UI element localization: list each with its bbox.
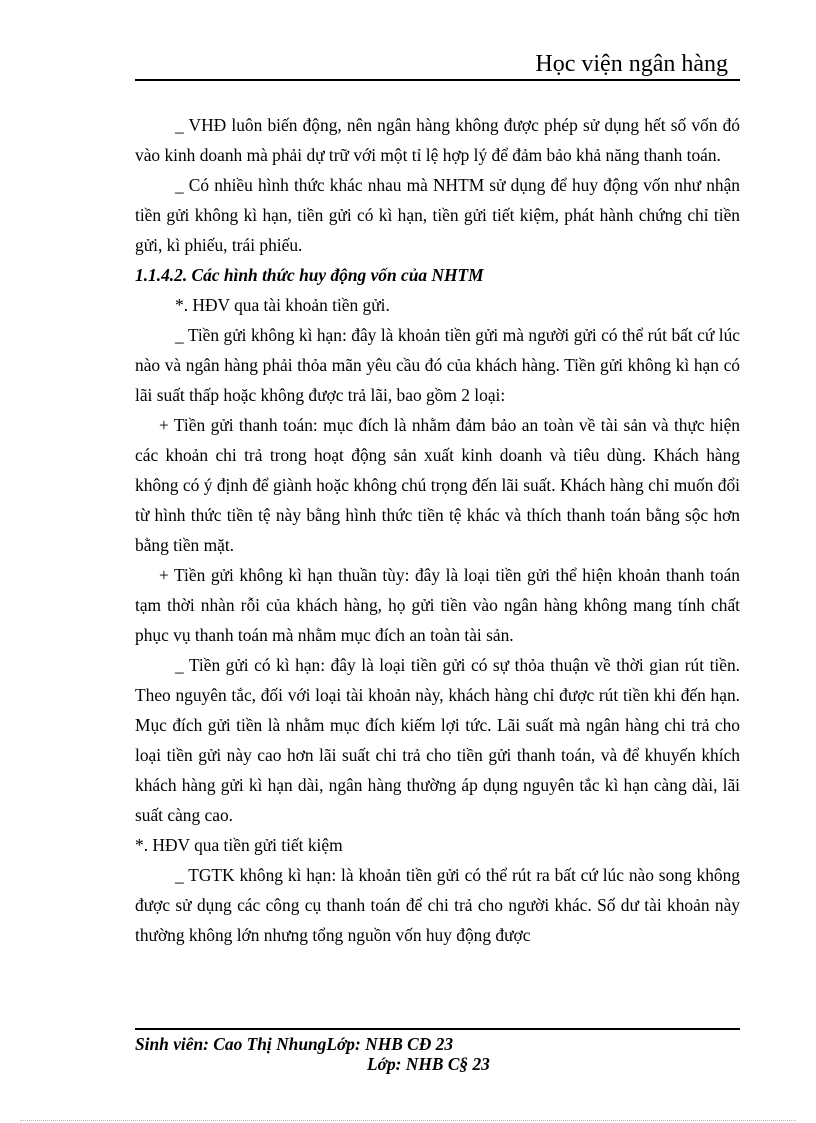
section-heading: 1.1.4.2. Các hình thức huy động vốn của NHTM xyxy=(135,265,484,285)
paragraph: + Tiền gửi thanh toán: mục đích là nhằm đảm bảo an toàn về tài sản và thực hiện các khoản chi trả trong hoạt động sản xuất kinh doanh và tiêu dùng. Khách hàng không có ý định để giành hoặc không chú trọng đến lãi suất. Khách hàng chỉ muốn đổi từ hình thức tiền tệ này bằng hình thức tiền tệ khác và thích thanh toán bằng sộc hơn bằng tiền mặt. xyxy=(135,415,740,555)
footer-rule xyxy=(135,1028,740,1030)
paragraph: _ VHĐ luôn biến động, nên ngân hàng không được phép sử dụng hết số vốn đó vào kinh doanh mà phải dự trữ với một tỉ lệ hợp lý để đảm bảo khả năng thanh toán. xyxy=(135,115,740,165)
page-header xyxy=(135,48,740,80)
paragraph: _ Có nhiều hình thức khác nhau mà NHTM sử dụng để huy động vốn như nhận tiền gửi không kì hạn, tiền gửi có kì hạn, tiền gửi tiết kiệm, phát hành chứng chỉ tiền gửi, kì phiếu, trái phiếu. xyxy=(135,175,740,255)
page-footer xyxy=(135,1034,740,1074)
document-body xyxy=(135,110,740,950)
paragraph: + Tiền gửi không kì hạn thuần tùy: đây là loại tiền gửi thể hiện khoản thanh toán tạm thời nhàn rỗi của khách hàng, họ gửi tiền vào ngân hàng không mang tính chất phục vụ thanh toán mà nhằm mục đích an toàn tài sản. xyxy=(135,565,740,645)
paragraph: *. HĐV qua tiền gửi tiết kiệm xyxy=(135,835,343,855)
paragraph: *. HĐV qua tài khoản tiền gửi. xyxy=(175,295,390,315)
header-rule xyxy=(135,79,740,81)
header-title: Học viện ngân hàng xyxy=(535,51,728,77)
footer-line-1: Sinh viên: Cao Thị NhungLớp: NHB CĐ 23 xyxy=(135,1034,454,1054)
paragraph: _ TGTK không kì hạn: là khoản tiền gửi có thể rút ra bất cứ lúc nào song không được sử dụng các công cụ thanh toán để chi trả cho người khác. Số dư tài khoản này thường không lớn nhưng tổng nguồn vốn huy động được xyxy=(135,865,740,945)
paragraph: _ Tiền gửi có kì hạn: đây là loại tiền gửi có sự thỏa thuận về thời gian rút tiền. Theo nguyên tắc, đối với loại tài khoản này, khách hàng chỉ được rút tiền khi đến hạn. Mục đích gửi tiền là nhằm mục đích kiếm lợi tức. Lãi suất mà ngân hàng chi trả cho loại tiền gửi này cao hơn lãi suất chi trả cho tiền gửi thanh toán, và để khuyến khích khách hàng gửi kì hạn dài, ngân hàng thường áp dụng nguyên tắc kì hạn càng dài, lãi suất càng cao. xyxy=(135,655,740,825)
paragraph: _ Tiền gửi không kì hạn: đây là khoản tiền gửi mà người gửi có thể rút bất cứ lúc nào và ngân hàng phải thỏa mãn yêu cầu đó của khách hàng. Tiền gửi không kì hạn có lãi suất thấp hoặc không được trả lãi, bao gồm 2 loại: xyxy=(135,325,740,405)
footer-line-2: Lớp: NHB C§ 23 xyxy=(367,1054,490,1074)
page-break-divider xyxy=(20,1120,796,1121)
